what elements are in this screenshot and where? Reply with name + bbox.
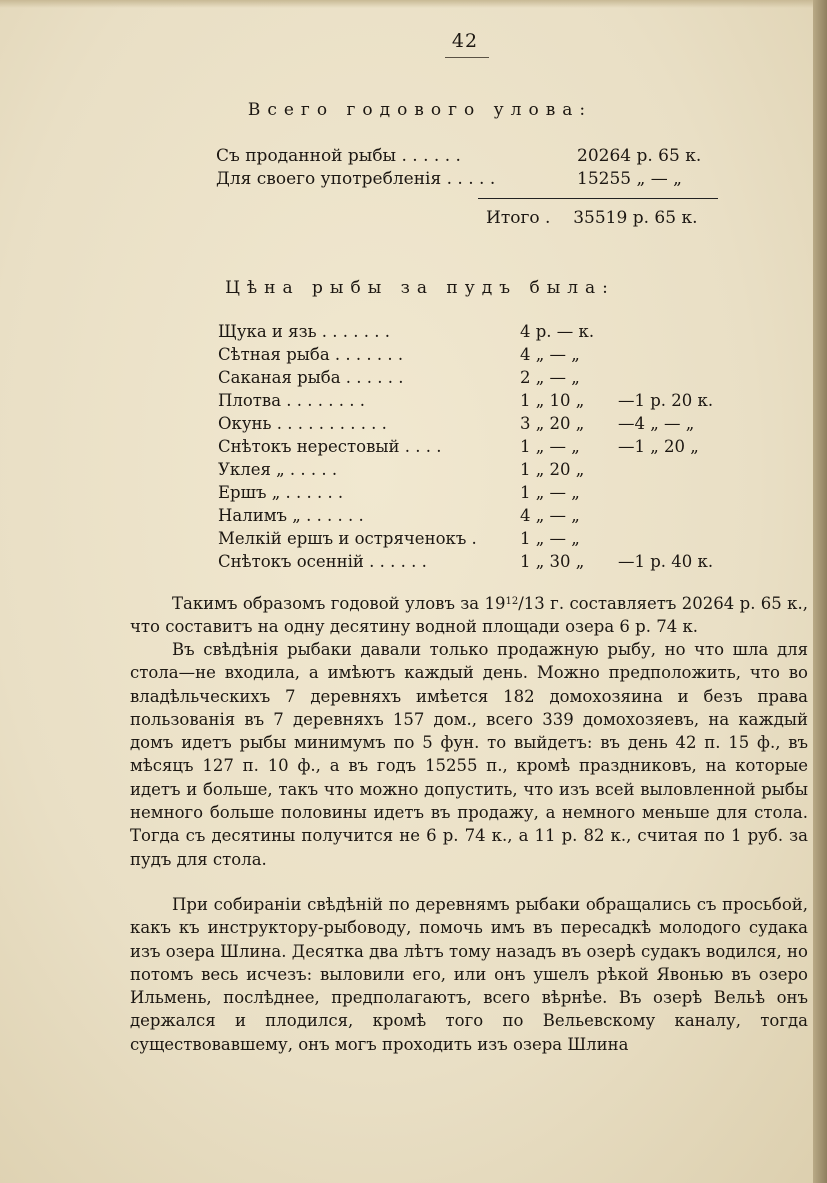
fish-price-range: —4 „ — „ — [618, 414, 695, 433]
paragraph-text: /13 г. составляетъ 20264 р. 65 к., что составитъ на одну десятину водной площади озера 6 р. 74 к. — [130, 594, 808, 637]
section-heading-fish-prices: Цѣна рыбы за пудъ была: — [225, 278, 615, 298]
page-right-edge — [813, 0, 827, 1183]
fish-price: 3 „ 20 „ — [520, 414, 585, 433]
fish-name: Щука и язь . . . . . . . — [218, 322, 390, 341]
section-heading-annual-catch: Всего годового улова: — [247, 100, 593, 120]
fish-price: 1 „ — „ — [520, 437, 580, 456]
paragraph-text: Такимъ образомъ годовой уловъ за 19 — [172, 594, 506, 613]
fish-price: 1 „ 10 „ — [520, 391, 585, 410]
fish-price: 1 „ — „ — [520, 483, 580, 502]
fish-price-range: —1 „ 20 „ — [618, 437, 699, 456]
fish-price: 4 р. — к. — [520, 322, 595, 341]
fish-name: Сѣтная рыба . . . . . . . — [218, 345, 404, 364]
fish-price-range: —1 р. 20 к. — [618, 391, 714, 410]
fish-price: 1 „ 20 „ — [520, 460, 585, 479]
fish-price: 4 „ — „ — [520, 506, 580, 525]
fish-price: 2 „ — „ — [520, 368, 580, 387]
body-paragraph: При собираніи свѣдѣній по деревнямъ рыбаки обращались съ просьбой, какъ къ инструктору-рыбоводу, помочь имъ въ пересадкѣ молодого судака изъ озера Шлина. Десятка два лѣтъ тому назадъ въ озерѣ судакъ водился, но потомъ весь исчезъ: выловили его, или онъ ушелъ рѣкой Явонью въ озеро Ильмень, послѣднее, предполагаютъ, всего вѣрнѣе. Въ озерѣ Вельѣ онъ держался и плодился, кромѣ того по Вельевскому каналу, тогда существовавшему, онъ могъ проходить изъ озера Шлина — [130, 895, 808, 1054]
total-sum-amount: 35519 р. 65 к. — [573, 208, 698, 228]
body-paragraph: Въ свѣдѣнія рыбаки давали только продажную рыбу, но что шла для стола—не входила, а имѣютъ каждый день. Можно предположить, что во владѣльческихъ 7 деревняхъ имѣется 182 домохозяина и безъ права пользованія въ 7 деревняхъ 157 дом., всего 339 домохозяевъ, на каждый домъ идетъ рыбы минимумъ по 5 фун. то выйдетъ: въ день 42 п. 15 ф., въ мѣсяцъ 127 п. 10 ф., а въ годъ 15255 п., кромѣ праздниковъ, на которые идетъ и больше, такъ что можно допустить, что изъ всей выловленной рыбы немного больше половины идетъ въ продажу, а немного меньше для стола. Тогда съ десятины получится не 6 р. 74 к., а 11 р. 82 к., считая по 1 руб. за пудъ для стола. — [130, 640, 808, 869]
fish-name: Плотва . . . . . . . . — [218, 391, 365, 410]
total-sum-label: Итого . — [486, 208, 551, 228]
fish-name: Снѣтокъ нерестовый . . . . — [218, 437, 442, 456]
page-number: 42 — [451, 30, 479, 52]
fish-name: Налимъ „ . . . . . . — [218, 506, 364, 525]
fish-name: Саканая рыба . . . . . . — [218, 368, 404, 387]
fraction-superscript: 12 — [505, 596, 519, 607]
total-sum-row — [486, 208, 697, 228]
page-top-shadow — [0, 0, 827, 8]
fish-name: Снѣтокъ осенній . . . . . . — [218, 552, 427, 571]
body-paragraph — [130, 592, 808, 639]
totals-row-amount: 15255 „ — „ — [577, 169, 682, 189]
fish-name: Мелкій ершъ и остряченокъ . — [218, 529, 477, 548]
page-number-underline — [445, 57, 489, 58]
fish-price: 4 „ — „ — [520, 345, 580, 364]
totals-row-label: Съ проданной рыбы . . . . . . — [216, 146, 461, 166]
totals-row-amount: 20264 р. 65 к. — [577, 146, 702, 166]
totals-row-label: Для своего употребленія . . . . . — [216, 169, 496, 189]
fish-name: Уклея „ . . . . . — [218, 460, 338, 479]
fish-name: Окунь . . . . . . . . . . . — [218, 414, 387, 433]
fish-price: 1 „ 30 „ — [520, 552, 585, 571]
fish-price-range: —1 р. 40 к. — [618, 552, 714, 571]
fish-name: Ершъ „ . . . . . . — [218, 483, 344, 502]
sum-divider — [478, 198, 718, 199]
fish-price: 1 „ — „ — [520, 529, 580, 548]
